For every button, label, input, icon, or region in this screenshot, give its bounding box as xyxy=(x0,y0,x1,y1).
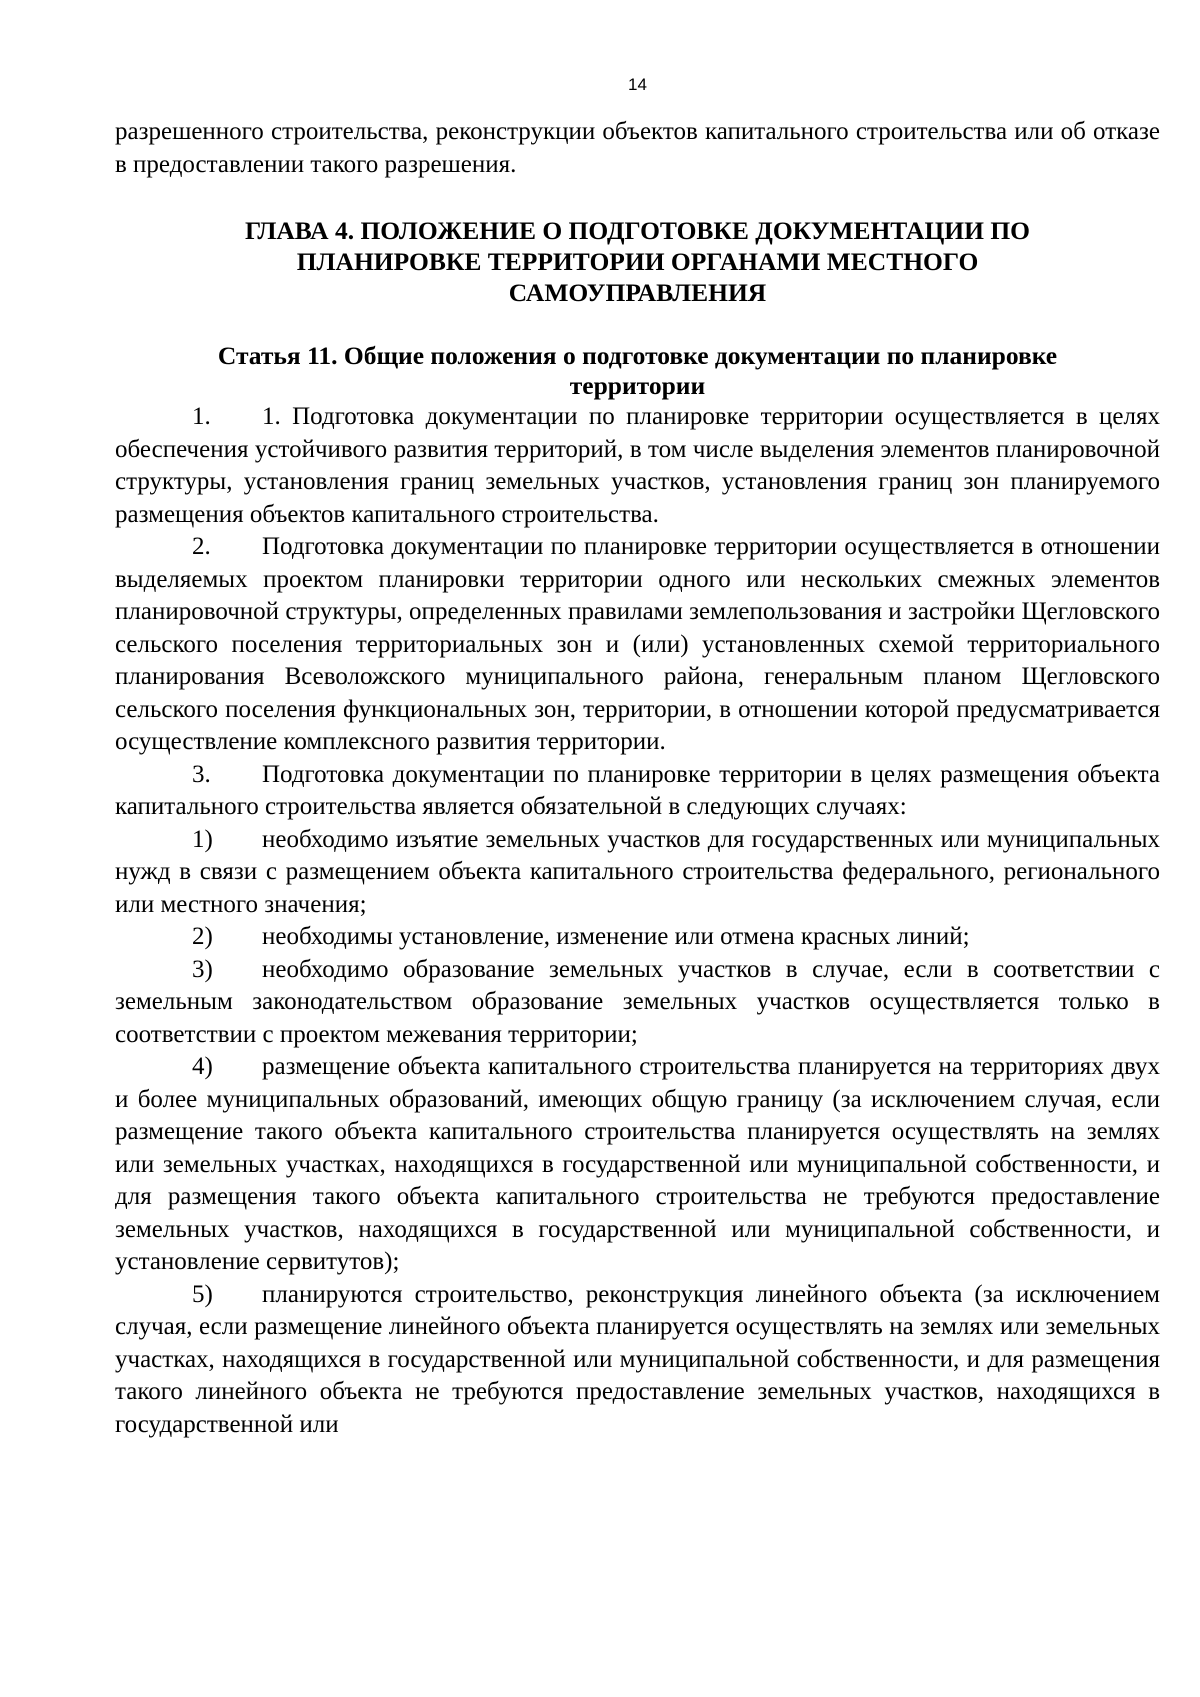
paragraph-2 xyxy=(115,531,1160,759)
paragraph-1 xyxy=(115,401,1160,531)
paragraph-number: 2. xyxy=(192,533,211,560)
document-body xyxy=(115,116,1160,1441)
continuation-paragraph: разрешенного строительства, реконструкции объектов капитального строительства или об отказе в предоставлении такого разрешения. xyxy=(115,118,1160,178)
chapter-title-line: ПЛАНИРОВКЕ ТЕРРИТОРИИ ОРГАНАМИ МЕСТНОГО xyxy=(296,247,979,276)
list-item-text: размещение объекта капитального строительства планируется на территориях двух и более муниципальных образований, имеющих общую границу (за исключением случая, если размещение такого объекта капитального строительства планируется осуществлять на землях или земельных участках, находящихся в государственной или муниципальной собственности, и для размещения такого объекта капитального строительства не требуются предоставление земельных участков, находящихся в государственной или муниципальной собственности, и установление сервитутов); xyxy=(115,1053,1160,1275)
article-title xyxy=(115,341,1160,401)
list-item-number: 5) xyxy=(192,1280,213,1308)
chapter-title xyxy=(115,215,1160,308)
list-item-number: 4) xyxy=(192,1053,213,1080)
list-item-4 xyxy=(115,1051,1160,1279)
list-item-1 xyxy=(115,824,1160,922)
paragraph-text: Подготовка документации по планировке территории осуществляется в отношении выделяемых проектом планировки территории одного или нескольких смежных элементов планировочной структуры, определенных правилами землепользования и застройки Щегловского сельского поселения территориальных зон и (или) установленных схемой территориального планирования Всеволожского муниципального района, генеральным планом Щегловского сельского поселения функциональных зон, территории, в отношении которой предусматривается осуществление комплексного развития территории. xyxy=(115,533,1160,755)
paragraph-number: 1. xyxy=(192,403,211,430)
list-item-text: необходимо образование земельных участков в случае, если в соответствии с земельным законодательством образование земельных участков осуществляется только в соответствии с проектом межевания территории; xyxy=(115,955,1160,1048)
article-title-line: Статья 11. Общие положения о подготовке документации по планировке xyxy=(217,341,1058,370)
list-item-text: планируются строительство, реконструкция линейного объекта (за исключением случая, если размещение линейного объекта планируется осуществлять на землях или земельных участках, находящихся в государственной или муниципальной собственности, и для размещения такого линейного объекта не требуются предоставление земельных участков, находящихся в государственной или xyxy=(115,1280,1160,1438)
list-item-number: 3) xyxy=(192,955,213,983)
list-item-number: 2) xyxy=(192,923,213,950)
page-number: 14 xyxy=(628,75,647,94)
paragraph-text: 1. Подготовка документации по планировке территории осуществляется в целях обеспечения устойчивого развития территорий, в том числе выделения элементов планировочной структуры, установления границ земельных участков, установления границ зон планируемого размещения объектов капитального строительства. xyxy=(115,403,1160,528)
list-item-text: необходимы установление, изменение или отмена красных линий; xyxy=(262,923,970,950)
chapter-title-line: САМОУПРАВЛЕНИЯ xyxy=(508,278,767,307)
list-item-5 xyxy=(115,1279,1160,1442)
paragraph-number: 3. xyxy=(192,760,211,788)
list-item-2 xyxy=(115,921,1160,954)
paragraph-text: Подготовка документации по планировке территории в целях размещения объекта капитального строительства является обязательной в следующих случаях: xyxy=(115,760,1160,820)
list-item-number: 1) xyxy=(192,825,213,853)
list-item-3 xyxy=(115,954,1160,1052)
list-item-text: необходимо изъятие земельных участков для государственных или муниципальных нужд в связи с размещением объекта капитального строительства федерального, регионального или местного значения; xyxy=(115,825,1160,918)
chapter-title-line: ГЛАВА 4. ПОЛОЖЕНИЕ О ПОДГОТОВКЕ ДОКУМЕНТАЦИИ ПО xyxy=(244,216,1030,245)
paragraph-3 xyxy=(115,759,1160,824)
article-title-line: территории xyxy=(569,371,706,400)
